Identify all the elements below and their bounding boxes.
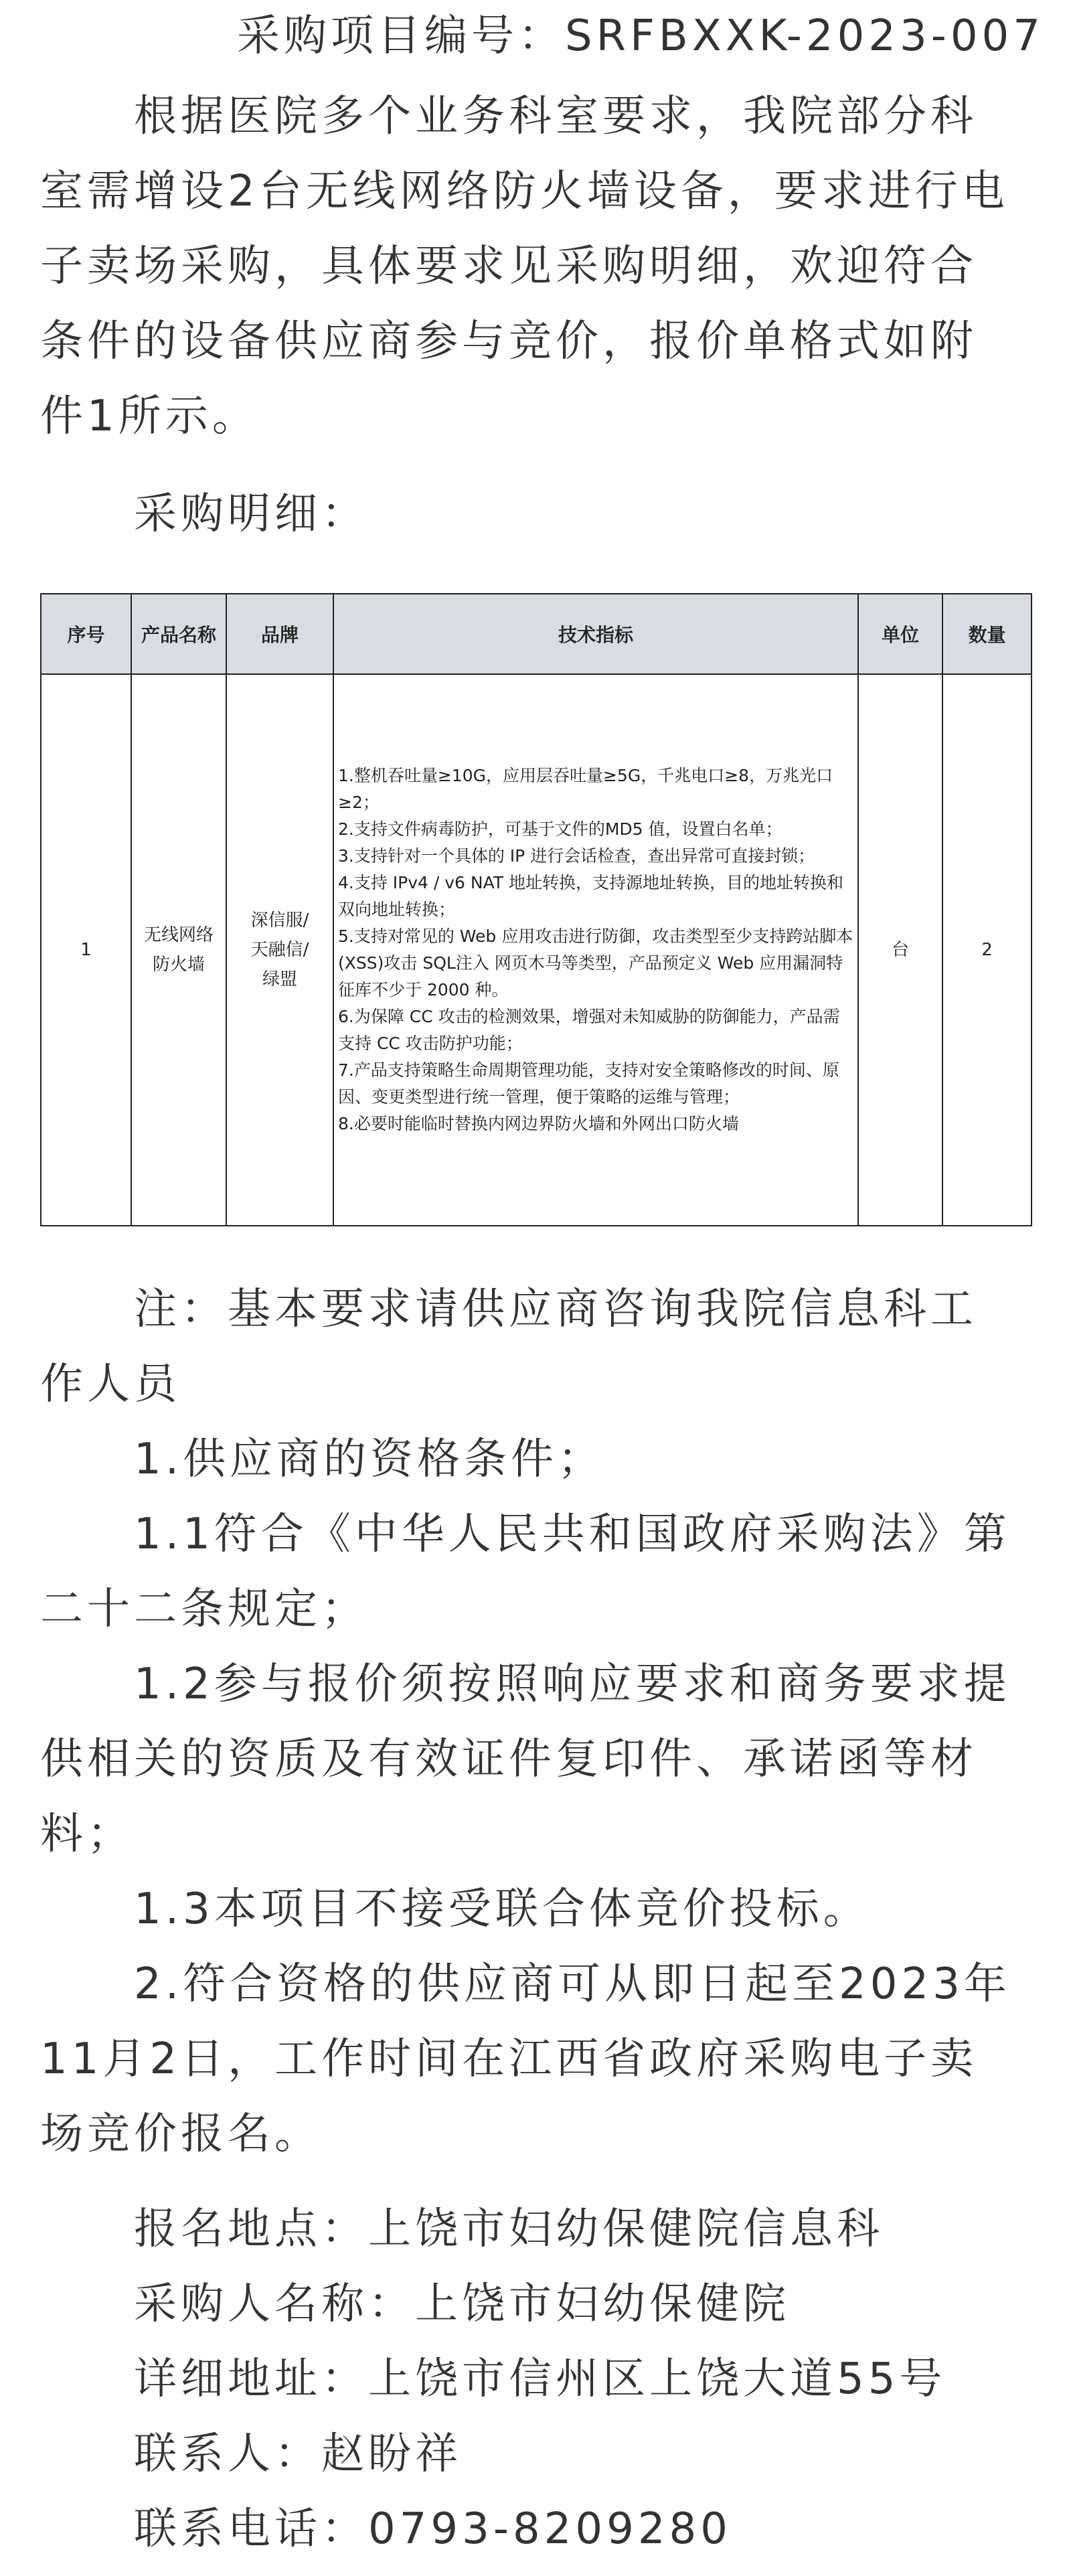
- header-brand: 品牌: [226, 594, 333, 674]
- cell-brand: [226, 674, 333, 1226]
- note-line-9: 1.3本项目不接受联合体竞价投标。: [134, 1884, 870, 1934]
- note-line-5: 二十二条规定；: [40, 1585, 368, 1634]
- spec-item: 8.必要时能临时替换内网边界防火墙和外网出口防火墙: [338, 1114, 739, 1133]
- table-header-row: [41, 594, 1032, 674]
- spec-item: 5.支持对常见的 Web 应用攻击进行防御，攻击类型至少支持跨站脚本(XSS)攻击 SQL注入 网页木马等类型，产品预定义 Web 应用漏洞特征库不少于 2000 种。: [338, 927, 853, 999]
- spec-item: 4.支持 IPv4 / v6 NAT 地址转换，支持源地址转换，目的地址转换和双向地址转换；: [338, 873, 843, 919]
- header-unit: 单位: [858, 594, 942, 674]
- note-line-10: 2.符合资格的供应商可从即日起至2023年: [134, 1959, 1011, 2009]
- contact-address: 详细地址：上饶市信州区上饶大道55号: [134, 2354, 946, 2404]
- brand-line: 绿盟: [262, 969, 297, 989]
- brand-line: 深信服/: [250, 910, 309, 931]
- intro-line-4: 条件的设备供应商参与竞价，报价单格式如附: [40, 317, 977, 366]
- header-qty: 数量: [942, 594, 1032, 674]
- contact-phone: 联系电话：0793-8209280: [134, 2504, 732, 2554]
- note-line-6: 1.2参与报价须按照响应要求和商务要求提: [134, 1660, 1011, 1709]
- note-line-2: 作人员: [40, 1360, 181, 1409]
- cell-no: 1: [41, 674, 131, 1226]
- intro-line-5: 件1所示。: [40, 392, 259, 441]
- note-line-3: 1.供应商的资格条件；: [134, 1435, 605, 1484]
- contact-buyer: 采购人名称：上饶市妇幼保健院: [134, 2279, 790, 2329]
- note-line-4: 1.1符合《中华人民共和国政府采购法》第: [134, 1510, 1011, 1559]
- cell-product: [131, 674, 226, 1226]
- note-line-8: 料；: [40, 1809, 134, 1859]
- header-spec: 技术指标: [333, 594, 858, 674]
- cell-spec: [333, 674, 858, 1226]
- spec-item: 6.为保障 CC 攻击的检测效果，增强对未知威胁的防御能力，产品需支持 CC 攻击防护功能；: [338, 1007, 840, 1053]
- spec-item: 7.产品支持策略生命周期管理功能，支持对安全策略修改的时间、原因、变更类型进行统一管理，便于策略的运维与管理；: [338, 1060, 839, 1107]
- procurement-table: [40, 593, 1032, 1226]
- intro-line-2: 室需增设2台无线网络防火墙设备，要求进行电: [40, 167, 1009, 216]
- project-number: 采购项目编号：SRFBXXK-2023-007: [237, 11, 1044, 61]
- contact-place: 报名地点：上饶市妇幼保健院信息科: [134, 2204, 884, 2254]
- note-line-12: 场竞价报名。: [40, 2109, 321, 2159]
- detail-heading: 采购明细：: [134, 489, 368, 539]
- spec-item: 3.支持针对一个具体的 IP 进行会话检查，查出异常可直接封锁；: [338, 846, 815, 866]
- intro-line-3: 子卖场采购，具体要求见采购明细，欢迎符合: [40, 242, 977, 291]
- intro-line-1: 根据医院多个业务科室要求，我院部分科: [134, 92, 977, 141]
- note-line-1: 注：基本要求请供应商咨询我院信息科工: [134, 1285, 977, 1334]
- note-line-11: 11月2日，工作时间在江西省政府采购电子卖: [40, 2034, 978, 2084]
- header-no: 序号: [41, 594, 131, 674]
- table-row: [41, 674, 1032, 1226]
- spec-item: 1.整机吞吐量≥10G，应用层吞吐量≥5G，千兆电口≥8，万兆光口≥2；: [338, 766, 833, 812]
- brand-line: 天融信/: [250, 940, 309, 960]
- product-line: 防火墙: [152, 955, 205, 975]
- header-product: 产品名称: [131, 594, 226, 674]
- contact-person: 联系人：赵盼祥: [134, 2429, 462, 2479]
- note-line-7: 供相关的资质及有效证件复印件、承诺函等材: [40, 1735, 977, 1784]
- cell-qty: 2: [942, 674, 1032, 1226]
- product-line: 无线网络: [143, 925, 214, 945]
- cell-unit: 台: [858, 674, 942, 1226]
- spec-item: 2.支持文件病毒防护，可基于文件的MD5 值，设置白名单；: [338, 819, 782, 839]
